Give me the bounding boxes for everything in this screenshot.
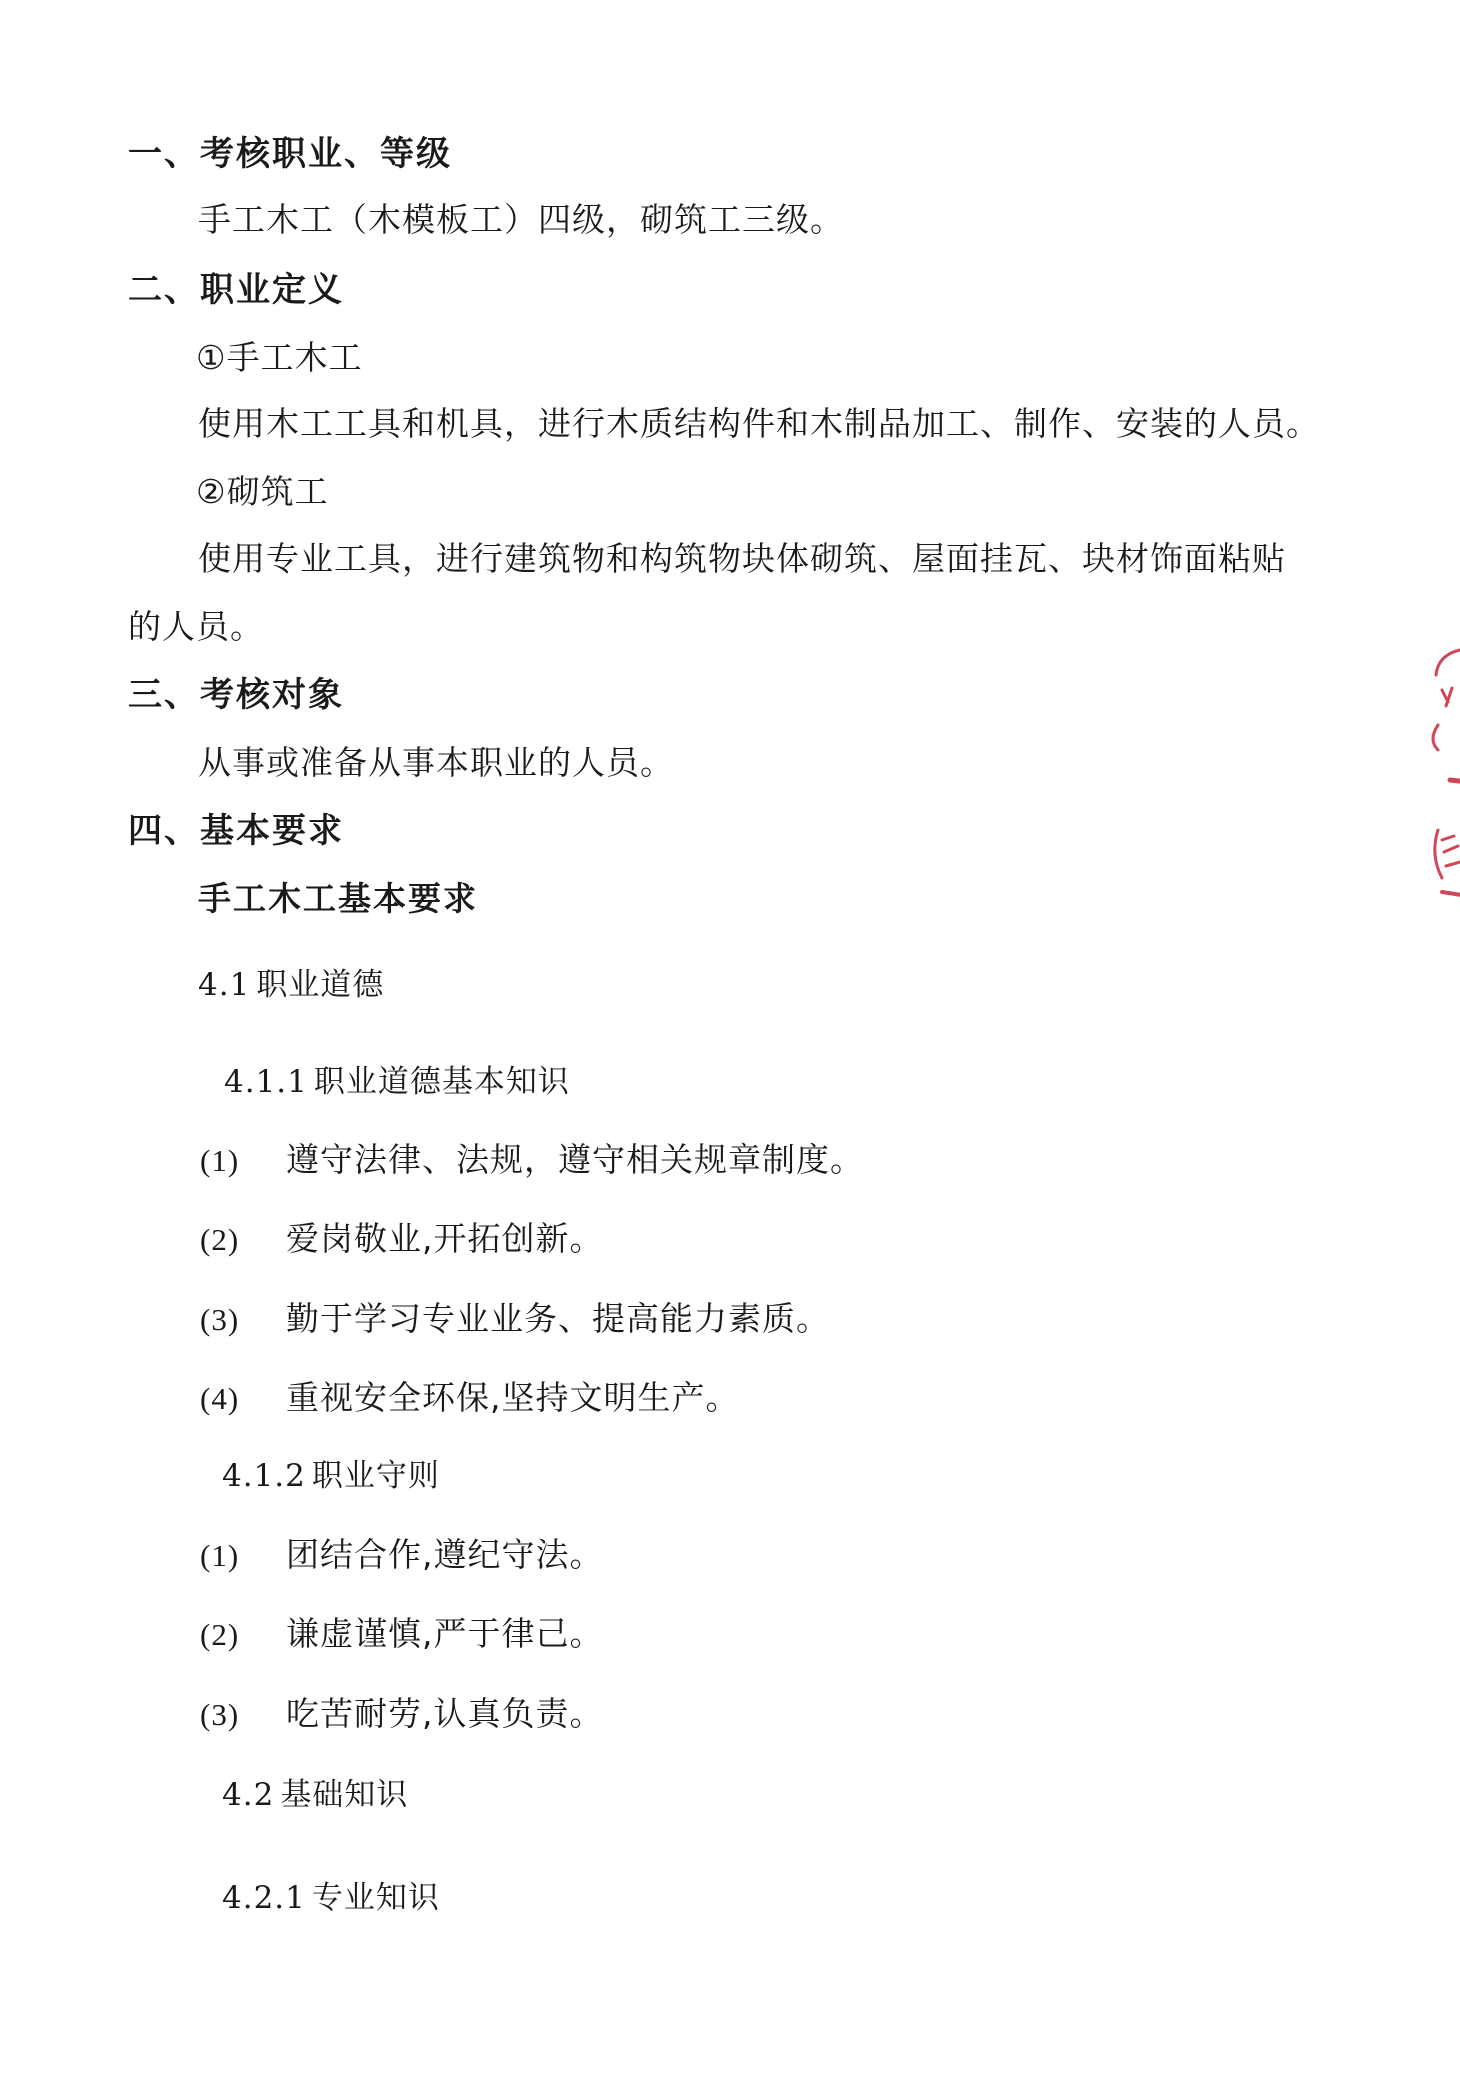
definition-carpenter-title: ①手工木工 [196,338,363,377]
heading-4-2 [222,1773,408,1817]
heading-number: 4.1 [198,967,251,1003]
item-text: 团结合作,遵纪守法。 [286,1535,604,1574]
heading-number: 4.2.1 [222,1880,306,1916]
heading-4-2-1 [222,1876,440,1920]
ethics-item-4 [200,1376,740,1421]
item-text: 爱岗敬业,开拓创新。 [286,1219,604,1258]
item-text: 勤于学习专业业务、提高能力素质。 [286,1299,830,1338]
heading-number: 4.2 [222,1777,275,1813]
ethics-item-2 [200,1217,604,1262]
heading-label: 基础知识 [280,1777,409,1813]
heading-label: 专业知识 [311,1880,440,1916]
definition-carpenter-text: 使用木工工具和机具，进行木质结构件和木制品加工、制作、安装的人员。 [198,404,1320,443]
red-seal-stamp [1398,630,1460,930]
heading-number: 4.1.2 [222,1458,306,1494]
definition-mason-text-line1: 使用专业工具，进行建筑物和构筑物块体砌筑、屋面挂瓦、块材饰面粘贴 [198,539,1286,578]
item-marker: (3) [200,1697,240,1732]
heading-label: 职业守则 [311,1458,440,1494]
item-marker: (2) [200,1222,240,1257]
heading-4-1 [198,963,384,1007]
definition-mason-title: ②砌筑工 [196,472,329,511]
heading-number: 4.1.1 [224,1064,308,1100]
section-1-text: 手工木工（木模板工）四级，砌筑工三级。 [198,200,844,239]
heading-4-1-1 [224,1060,570,1104]
heading-label: 职业道德基本知识 [313,1064,570,1100]
heading-label: 职业道德 [256,967,385,1003]
item-text: 吃苦耐劳,认真负责。 [286,1694,604,1733]
item-text: 谦虚谨慎,严于律己。 [286,1614,604,1653]
ethics-item-1 [200,1138,864,1183]
item-marker: (3) [200,1302,240,1337]
item-text: 重视安全环保,坚持文明生产。 [286,1378,740,1417]
conduct-item-2 [200,1612,604,1657]
item-text: 遵守法律、法规，遵守相关规章制度。 [286,1140,864,1179]
conduct-item-3 [200,1692,604,1737]
section-2-title: 二、职业定义 [128,270,344,310]
item-marker: (4) [200,1381,240,1416]
heading-4-1-2 [222,1454,440,1498]
section-1-title: 一、考核职业、等级 [128,134,452,174]
section-3-text: 从事或准备从事本职业的人员。 [198,743,674,782]
item-marker: (1) [200,1538,240,1573]
definition-mason-text-line2: 的人员。 [128,607,264,646]
item-marker: (2) [200,1617,240,1652]
section-4-title: 四、基本要求 [128,811,344,851]
item-marker: (1) [200,1143,240,1178]
section-3-title: 三、考核对象 [128,675,344,715]
conduct-item-1 [200,1533,604,1578]
ethics-item-3 [200,1297,830,1342]
section-4-subtitle: 手工木工基本要求 [198,879,478,918]
